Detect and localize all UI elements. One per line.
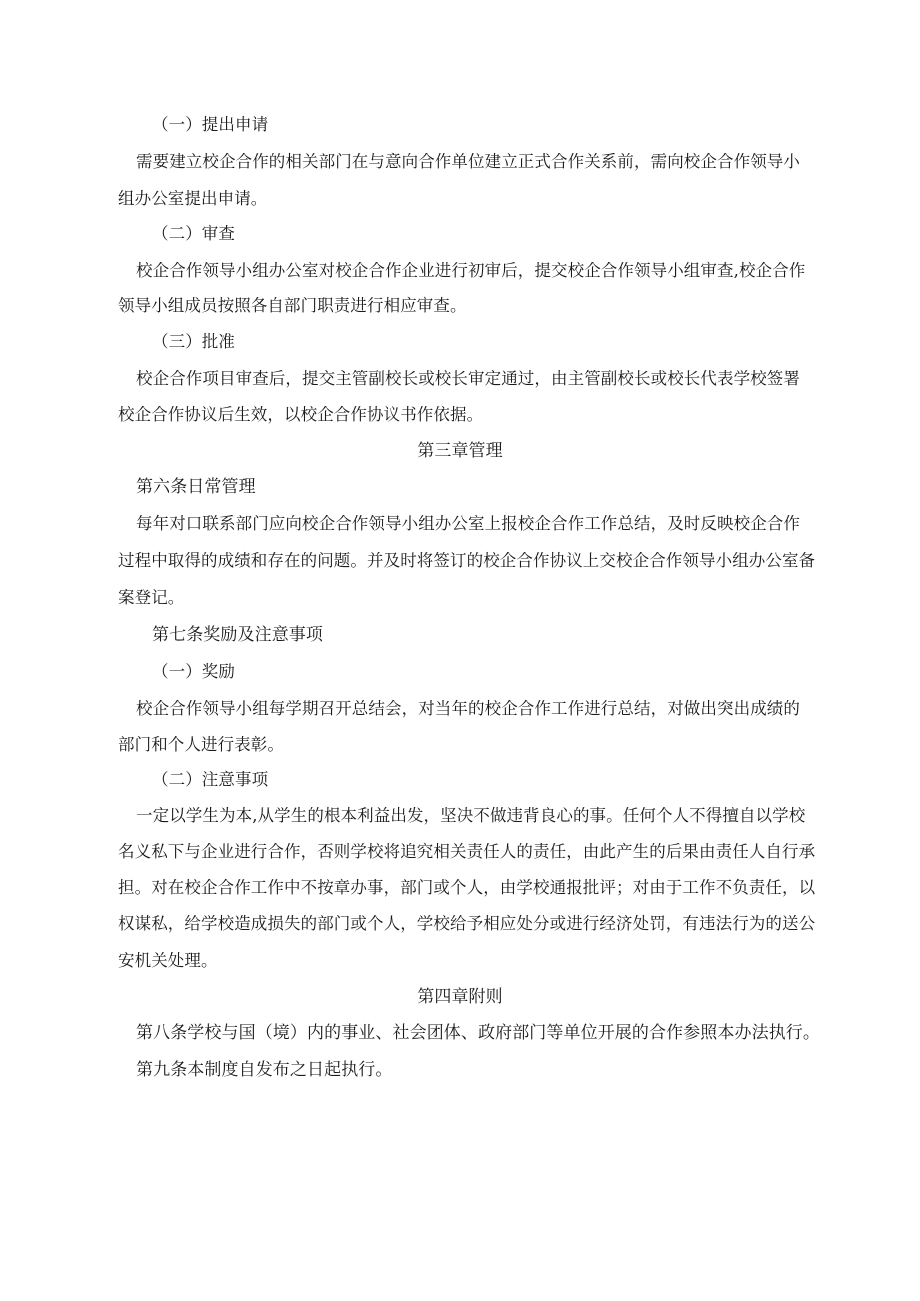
article-line-eight: 第八条学校与国（境）内的事业、社会团体、政府部门等单位开展的合作参照本办法执行。 <box>136 1023 820 1043</box>
chapter-heading-management: 第三章管理 <box>417 441 503 461</box>
paragraph-line: 安机关处理。 <box>118 951 218 970</box>
paragraph-line: 组办公室提出申请。 <box>118 189 268 208</box>
paragraph-line: 担。对在校企合作工作中不按章办事，部门或个人，由学校通报批评；对由于工作不负责任，以 <box>118 878 816 897</box>
article-line-nine: 第九条本制度自发布之日起执行。 <box>136 1060 393 1080</box>
paragraph-line: 权谋私，给学校造成损失的部门或个人，学校给予相应处分或进行经济处罚，有违法行为的送公 <box>118 914 816 933</box>
paragraph-line: 部门和个人进行表彰。 <box>118 735 284 754</box>
subsection-heading-apply: （一）提出申请 <box>152 115 269 134</box>
subsection-heading-review: （二）审查 <box>152 224 235 243</box>
paragraph-line: 每年对口联系部门应向校企合作领导小组办公室上报校企合作工作总结，及时反映校企合作 <box>136 514 800 533</box>
subsection-heading-rewards: （一）奖励 <box>152 662 235 681</box>
chapter-heading-appendix: 第四章附则 <box>417 987 503 1007</box>
article-heading-rewards: 第七条奖励及注意事项 <box>152 625 323 645</box>
article-heading-daily-management: 第六条日常管理 <box>136 477 256 497</box>
paragraph-line: 校企合作领导小组每学期召开总结会，对当年的校企合作工作进行总结，对做出突出成绩的 <box>136 699 800 718</box>
paragraph-line: 一定以学生为本,从学生的根本利益出发，坚决不做违背良心的事。任何个人不得擅自以学校 <box>136 806 806 825</box>
paragraph-line: 名义私下与企业进行合作，否则学校将追究相关责任人的责任，由此产生的后果由责任人自行承 <box>118 842 816 861</box>
subsection-heading-approve: （三）批准 <box>152 332 235 351</box>
paragraph-line: 过程中取得的成绩和存在的问题。并及时将签订的校企合作协议上交校企合作领导小组办公室备 <box>118 551 816 570</box>
paragraph-line: 校企合作领导小组办公室对校企合作企业进行初审后，提交校企合作领导小组审查,校企合作 <box>136 261 806 280</box>
subsection-heading-notes: （二）注意事项 <box>152 770 269 789</box>
paragraph-line: 校企合作项目审查后，提交主管副校长或校长审定通过，由主管副校长或校长代表学校签署 <box>136 369 800 388</box>
paragraph-line: 需要建立校企合作的相关部门在与意向合作单位建立正式合作关系前，需向校企合作领导小 <box>136 152 800 171</box>
paragraph-line: 领导小组成员按照各自部门职责进行相应审查。 <box>118 296 467 315</box>
paragraph-line: 校企合作协议后生效，以校企合作协议书作依据。 <box>118 405 484 424</box>
paragraph-line: 案登记。 <box>118 588 185 607</box>
